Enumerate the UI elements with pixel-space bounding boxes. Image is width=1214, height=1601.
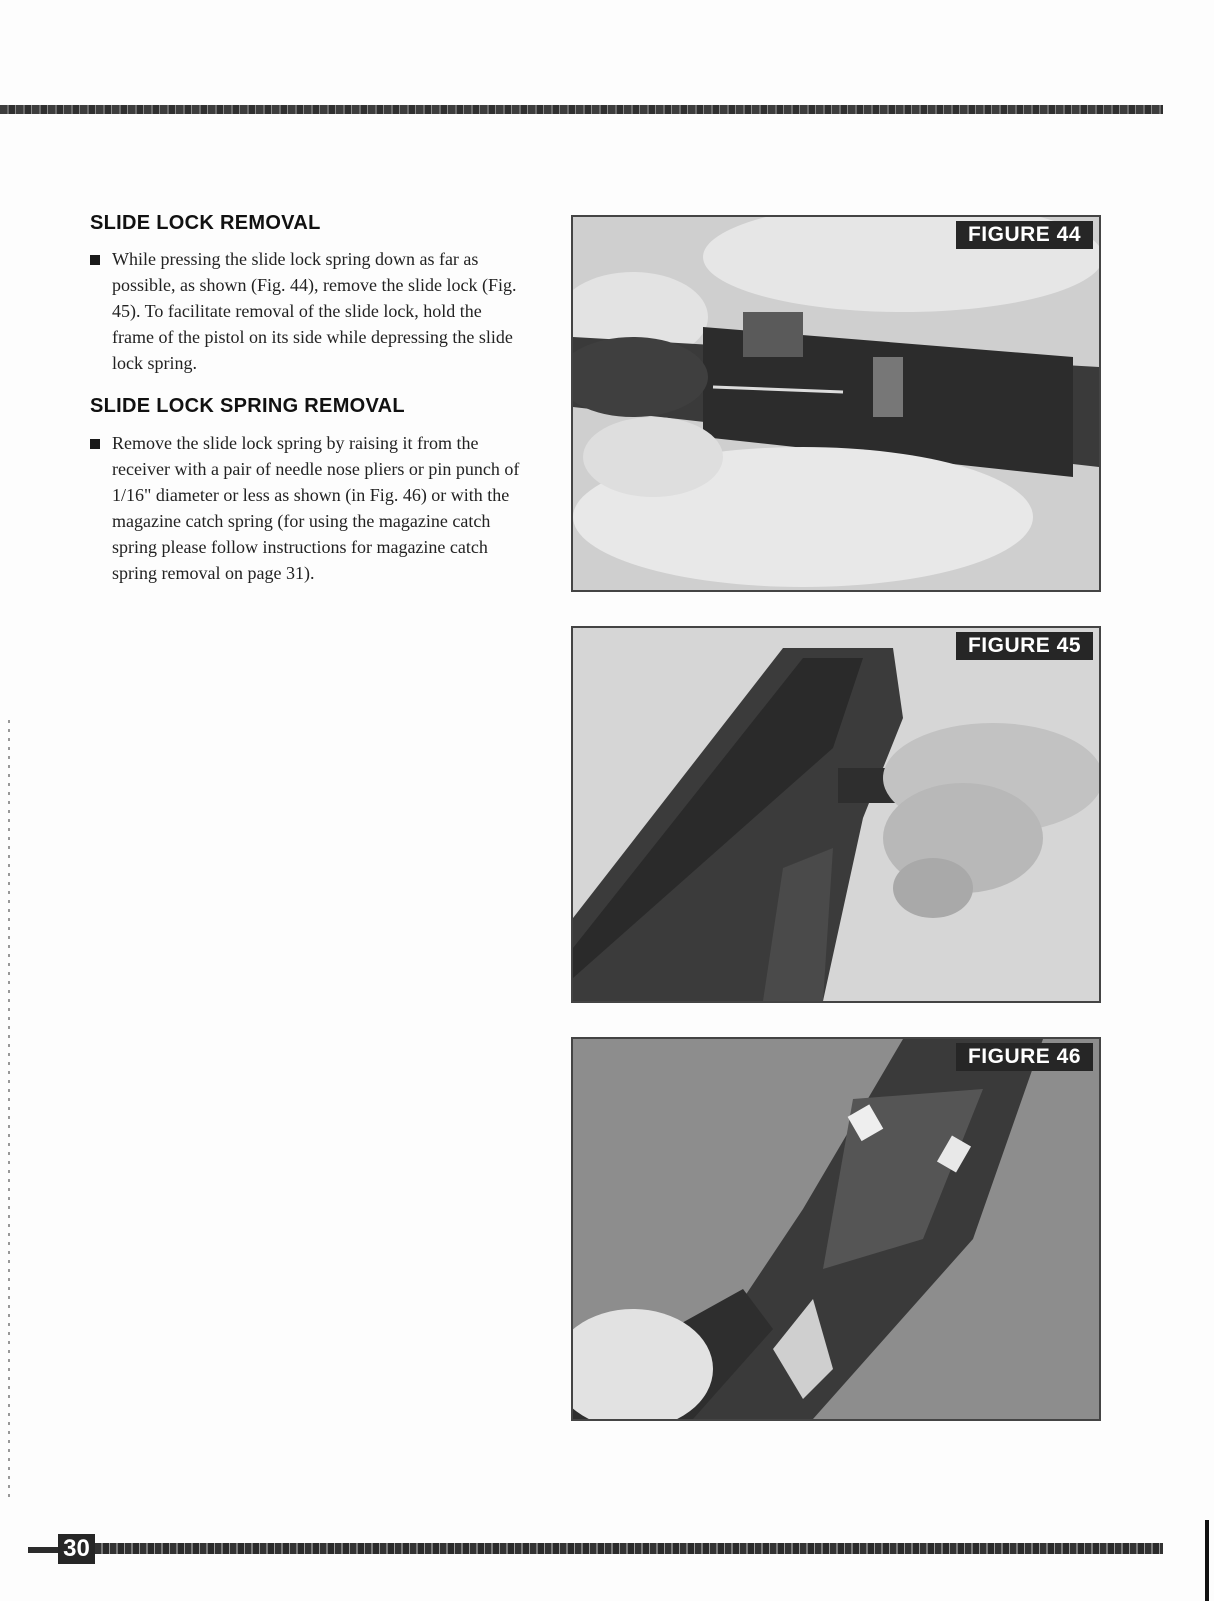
scan-edge-mark-right bbox=[1205, 1520, 1209, 1601]
figure-label-45: FIGURE 45 bbox=[956, 632, 1093, 660]
section-heading-slide-lock-removal: SLIDE LOCK REMOVAL bbox=[90, 212, 321, 234]
scan-edge-mark bbox=[8, 720, 10, 1500]
figure-46-photo bbox=[571, 1037, 1101, 1421]
figure-label-46: FIGURE 46 bbox=[956, 1043, 1093, 1071]
page-number: 30 bbox=[58, 1534, 95, 1564]
header-rule bbox=[0, 105, 1163, 114]
figure-44-illustration bbox=[573, 217, 1099, 590]
footer-rule bbox=[95, 1543, 1163, 1554]
figure-label-44: FIGURE 44 bbox=[956, 221, 1093, 249]
paragraph-slide-lock-removal: While pressing the slide lock spring down as far as possible, as shown (Fig. 44), remove the slide lock (Fig. 45). To facilitate removal of the slide lock, hold the frame of the pistol on its side while depressing the slide lock spring. bbox=[112, 249, 517, 373]
section-heading-slide-lock-spring-removal: SLIDE LOCK SPRING REMOVAL bbox=[90, 395, 405, 417]
bullet-icon bbox=[90, 255, 100, 265]
bullet-item-slide-lock-spring-removal bbox=[90, 430, 522, 586]
bullet-icon bbox=[90, 439, 100, 449]
figure-44-photo bbox=[571, 215, 1101, 592]
figure-45-illustration bbox=[573, 628, 1099, 1001]
footer-rule-stub bbox=[28, 1547, 58, 1553]
paragraph-slide-lock-spring-removal: Remove the slide lock spring by raising it from the receiver with a pair of needle nose pliers or pin punch of 1/16" diameter or less as shown (in Fig. 46) or with the magazine catch spring (for using the magazine catch spring please follow instructions for magazine catch spring removal on page 31). bbox=[112, 433, 520, 583]
figure-46-illustration bbox=[573, 1039, 1099, 1419]
bullet-item-slide-lock-removal bbox=[90, 246, 522, 376]
figure-45-photo bbox=[571, 626, 1101, 1003]
